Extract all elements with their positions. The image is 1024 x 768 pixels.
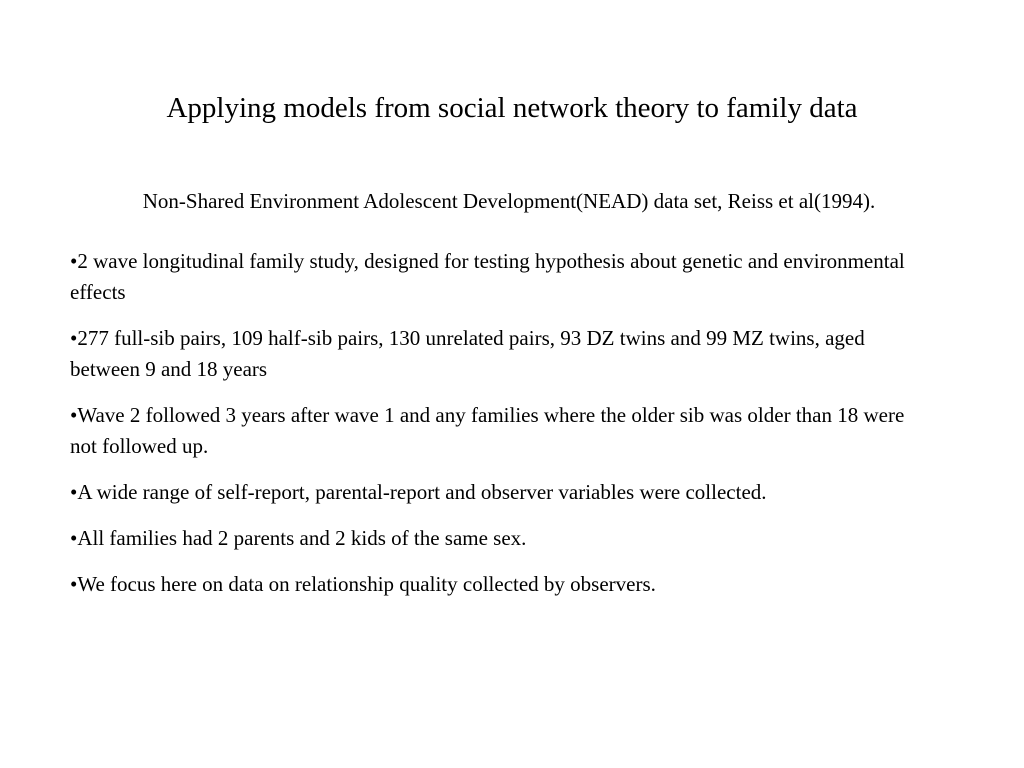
slide-title: Applying models from social network theory to family data: [166, 92, 858, 124]
bullet-list: [70, 246, 930, 615]
bullet-item-sample: •277 full-sib pairs, 109 half-sib pairs, 130 unrelated pairs, 93 DZ twins and 99 MZ twins, aged between 9 and 18 years: [70, 326, 865, 381]
bullet-item-families: •All families had 2 parents and 2 kids of the same sex.: [70, 526, 527, 550]
bullet-item-study-design: •2 wave longitudinal family study, designed for testing hypothesis about genetic and environmental effects: [70, 249, 905, 304]
bullet-item-wave-2: •Wave 2 followed 3 years after wave 1 and any families where the older sib was older than 18 were not followed up.: [70, 403, 905, 458]
slide-subtitle: Non-Shared Environment Adolescent Development(NEAD) data set, Reiss et al(1994).: [142, 189, 876, 213]
bullet-item-focus: •We focus here on data on relationship quality collected by observers.: [70, 572, 656, 596]
bullet-item-variables: •A wide range of self-report, parental-report and observer variables were collected.: [70, 480, 767, 504]
